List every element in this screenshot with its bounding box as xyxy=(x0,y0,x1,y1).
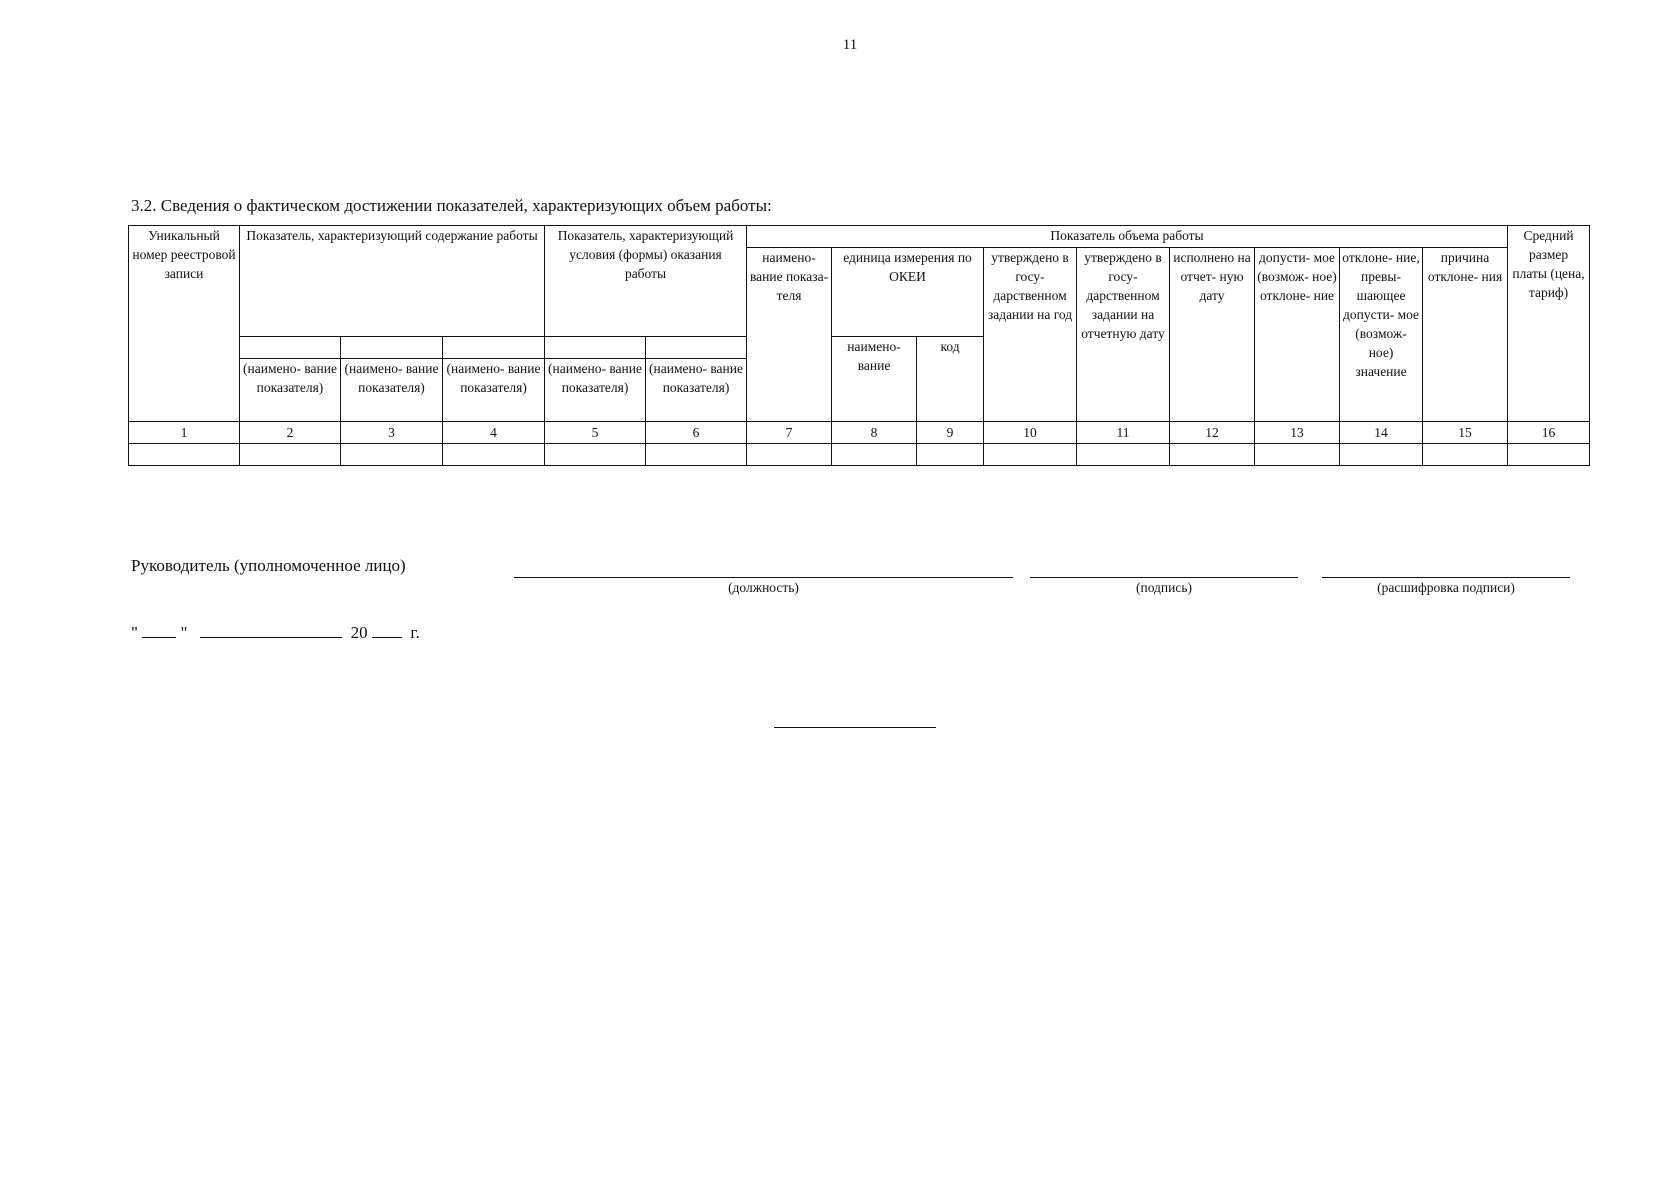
day-blank[interactable] xyxy=(142,623,176,638)
volume-indicators-table xyxy=(128,225,1590,466)
column-number: 7 xyxy=(747,422,832,444)
data-cell[interactable] xyxy=(545,444,646,466)
data-cell[interactable] xyxy=(747,444,832,466)
header-unique-number: Уникальный номер реестровой записи xyxy=(129,226,240,422)
column-number: 6 xyxy=(646,422,747,444)
column-number: 12 xyxy=(1170,422,1255,444)
data-cell[interactable] xyxy=(1423,444,1508,466)
blank-cell xyxy=(240,337,341,359)
column-number: 10 xyxy=(984,422,1077,444)
column-number: 8 xyxy=(832,422,917,444)
blank-cell xyxy=(646,337,747,359)
footer-divider xyxy=(774,727,936,728)
data-cell[interactable] xyxy=(443,444,545,466)
column-number: 16 xyxy=(1508,422,1590,444)
header-volume-indicator: Показатель объема работы xyxy=(747,226,1508,248)
header-approved-report: утверждено в госу- дарственном задании на отчетную дату xyxy=(1077,248,1170,422)
column-number: 2 xyxy=(240,422,341,444)
signature-line[interactable] xyxy=(1030,577,1298,578)
year-blank[interactable] xyxy=(372,623,402,638)
signature-decode-caption: (расшифровка подписи) xyxy=(1377,580,1515,595)
header-content-indicator: Показатель, характеризующий содержание работы xyxy=(240,226,545,337)
header-indicator-name: наимено- вание показа- теля xyxy=(747,248,832,422)
data-cell[interactable] xyxy=(1255,444,1340,466)
subheader-indicator-name: (наимено- вание показателя) xyxy=(240,359,341,422)
data-cell[interactable] xyxy=(984,444,1077,466)
column-number: 1 xyxy=(129,422,240,444)
data-cell[interactable] xyxy=(1340,444,1423,466)
date-line xyxy=(131,623,420,643)
section-title: 3.2. Сведения о фактическом достижении показателей, характеризующих объем работы: xyxy=(131,196,772,215)
data-cell[interactable] xyxy=(1077,444,1170,466)
header-deviation-reason: причина отклоне- ния xyxy=(1423,248,1508,422)
column-number: 4 xyxy=(443,422,545,444)
month-blank[interactable] xyxy=(200,623,342,638)
subheader-indicator-name: (наимено- вание показателя) xyxy=(341,359,443,422)
subheader-indicator-name: (наимено- вание показателя) xyxy=(545,359,646,422)
subheader-indicator-name: (наимено- вание показателя) xyxy=(443,359,545,422)
data-cell[interactable] xyxy=(1508,444,1590,466)
header-unit-name: наимено- вание xyxy=(832,337,917,422)
header-executed: исполнено на отчет- ную дату xyxy=(1170,248,1255,422)
header-excess-deviation: отклоне- ние, превы- шающее допусти- мое (возмож- ное) значение xyxy=(1340,248,1423,422)
data-cell[interactable] xyxy=(341,444,443,466)
subheader-indicator-name: (наимено- вание показателя) xyxy=(646,359,747,422)
page-number: 11 xyxy=(842,37,858,53)
position-caption: (должность) xyxy=(728,580,799,595)
signatory-label: Руководитель (уполномоченное лицо) xyxy=(131,556,406,575)
header-allowed-deviation: допусти- мое (возмож- ное) отклоне- ние xyxy=(1255,248,1340,422)
date-quote-close: " xyxy=(180,623,188,642)
column-number: 3 xyxy=(341,422,443,444)
header-unit-okei: единица измерения по ОКЕИ xyxy=(832,248,984,337)
data-cell[interactable] xyxy=(832,444,917,466)
data-cell[interactable] xyxy=(129,444,240,466)
position-line[interactable] xyxy=(514,577,1013,578)
column-number: 11 xyxy=(1077,422,1170,444)
data-cell[interactable] xyxy=(240,444,341,466)
signature-caption: (подпись) xyxy=(1135,580,1193,595)
data-cell[interactable] xyxy=(917,444,984,466)
column-number: 15 xyxy=(1423,422,1508,444)
column-number: 5 xyxy=(545,422,646,444)
column-number: 14 xyxy=(1340,422,1423,444)
blank-cell xyxy=(443,337,545,359)
data-cell[interactable] xyxy=(1170,444,1255,466)
signature-decode-line[interactable] xyxy=(1322,577,1570,578)
blank-cell xyxy=(545,337,646,359)
header-avg-fee: Средний размер платы (цена, тариф) xyxy=(1508,226,1590,422)
blank-cell xyxy=(341,337,443,359)
year-suffix: г. xyxy=(410,623,420,642)
column-number: 13 xyxy=(1255,422,1340,444)
column-number: 9 xyxy=(917,422,984,444)
date-quote-open: " xyxy=(131,623,138,642)
year-prefix: 20 xyxy=(350,623,368,642)
data-cell[interactable] xyxy=(646,444,747,466)
header-conditions-indicator: Показатель, характеризующий условия (формы) оказания работы xyxy=(545,226,747,337)
header-approved-year: утверждено в госу- дарственном задании на год xyxy=(984,248,1077,422)
header-unit-code: код xyxy=(917,337,984,422)
